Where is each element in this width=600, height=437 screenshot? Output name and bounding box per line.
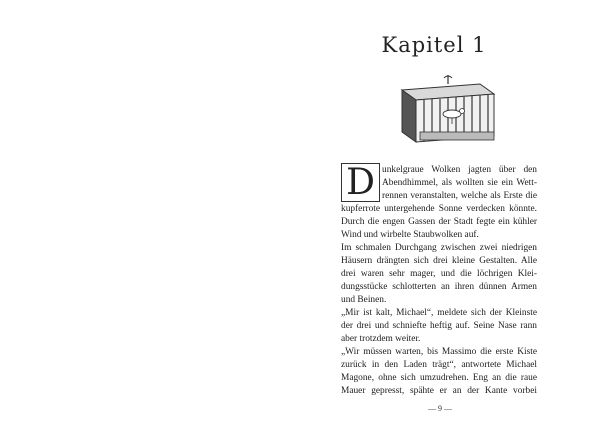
text-line: unkelgraue Wolken jagten über den — [382, 165, 537, 175]
text-line: Abendhimmel, als wollten sie ein Wett- — [382, 178, 537, 188]
text-line: Wind und wirbelte Staubwolken auf. — [341, 230, 479, 240]
cage-illustration — [392, 74, 500, 144]
text-line: Im schmalen Durchgang zwischen zwei niedrigen — [341, 243, 537, 253]
text-line: Häusern drängten sich drei kleine Gestalten. Alle — [341, 256, 537, 266]
text-line: dungsstücke schlotterten an ihren dünnen Armen — [341, 282, 537, 292]
text-line: drei waren sehr mager, und die löchrigen Klei- — [341, 269, 537, 279]
text-line: und Beinen. — [341, 295, 387, 305]
text-line: Magone, ohne sich umzudrehen. Eng an die raue — [341, 373, 537, 383]
text-line: kupferrote untergehende Sonne verdecken könnte. — [341, 204, 537, 214]
text-line: aber trotzdem weiter. — [341, 334, 421, 344]
text-line: „Wir müssen warten, bis Massimo die erste Kiste — [341, 347, 537, 357]
text-line: der drei und schniefte heftig auf. Seine Nase rann — [341, 321, 537, 331]
drop-cap: D — [341, 163, 380, 202]
text-line: zurück in den Laden trägt“, antwortete Michael — [341, 360, 537, 370]
text-line: rennen veranstalten, welche als Erste die — [382, 191, 537, 201]
chapter-title: Kapitel 1 — [381, 33, 487, 57]
text-line: Mauer gepresst, spähte er an der Kante vorbei — [341, 386, 537, 396]
page-number: — 9 — — [428, 404, 452, 413]
text-line: „Mir ist kalt, Michael“, meldete sich der Kleinste — [341, 308, 537, 318]
text-line: Durch die engen Gassen der Stadt fegte ein kühler — [341, 217, 537, 227]
